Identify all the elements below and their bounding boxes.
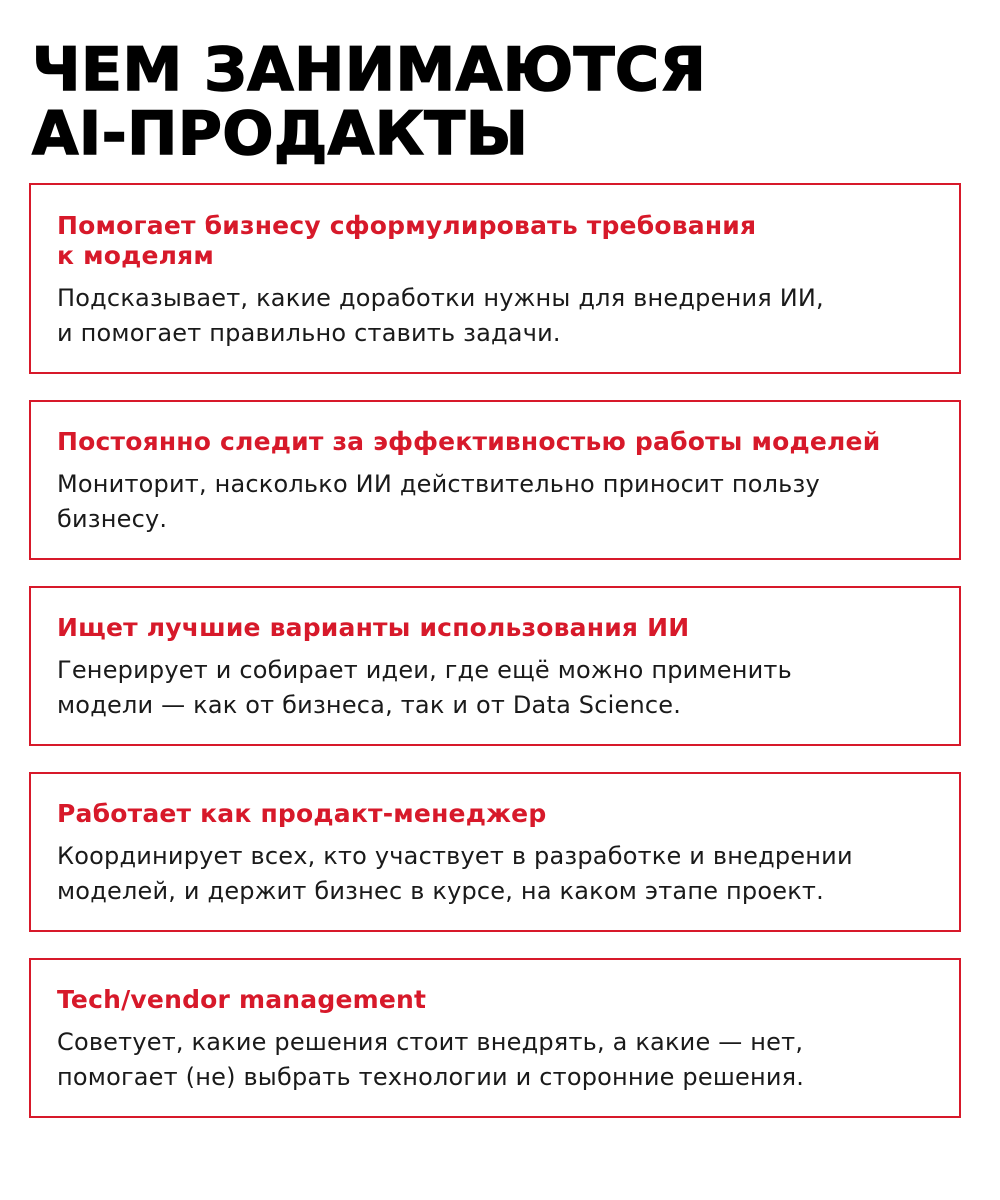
- card-description: [57, 281, 824, 351]
- card-description-line: Советует, какие решения стоит внедрять, а какие — нет,: [57, 1028, 804, 1056]
- card-description: [57, 467, 820, 537]
- page-title: [32, 35, 962, 169]
- card-description: [57, 1025, 804, 1095]
- card-description-line: моделей, и держит бизнес в курсе, на каком этапе проект.: [57, 877, 824, 905]
- card-heading: [57, 985, 426, 1015]
- card-heading-line: Ищет лучшие варианты использования ИИ: [57, 613, 690, 642]
- card-description-line: помогает (не) выбрать технологии и сторонние решения.: [57, 1063, 805, 1091]
- card-description-line: модели — как от бизнеса, так и от Data Science.: [57, 691, 682, 719]
- card-model-monitoring: [29, 400, 961, 560]
- card-heading-line: Помогает бизнесу сформулировать требования: [57, 211, 757, 240]
- card-heading-line: к моделям: [57, 241, 215, 270]
- card-product-manager: [29, 772, 961, 932]
- card-heading-line: Работает как продакт-менеджер: [57, 799, 547, 828]
- card-description-line: Подсказывает, какие доработки нужны для внедрения ИИ,: [57, 284, 824, 312]
- card-heading: [57, 211, 756, 271]
- page-title-line-2: AI-ПРОДАКТЫ: [32, 99, 529, 169]
- card-description-line: бизнесу.: [57, 505, 168, 533]
- card-description-line: Мониторит, насколько ИИ действительно приносит пользу: [57, 470, 820, 498]
- card-vendor-management: [29, 958, 961, 1118]
- card-description: [57, 653, 792, 723]
- card-heading: [57, 613, 689, 643]
- card-ai-use-cases: [29, 586, 961, 746]
- card-description-line: Генерирует и собирает идеи, где ещё можно применить: [57, 656, 792, 684]
- card-heading: [57, 799, 546, 829]
- card-heading: [57, 427, 880, 457]
- card-description-line: и помогает правильно ставить задачи.: [57, 319, 561, 347]
- card-heading-line: Tech/vendor management: [57, 985, 427, 1014]
- card-heading-line: Постоянно следит за эффективностью работы моделей: [57, 427, 881, 456]
- card-description-line: Координирует всех, кто участвует в разработке и внедрении: [57, 842, 853, 870]
- card-description: [57, 839, 853, 909]
- page-title-line-1: ЧЕМ ЗАНИМАЮТСЯ: [32, 35, 707, 105]
- card-business-requirements: [29, 183, 961, 374]
